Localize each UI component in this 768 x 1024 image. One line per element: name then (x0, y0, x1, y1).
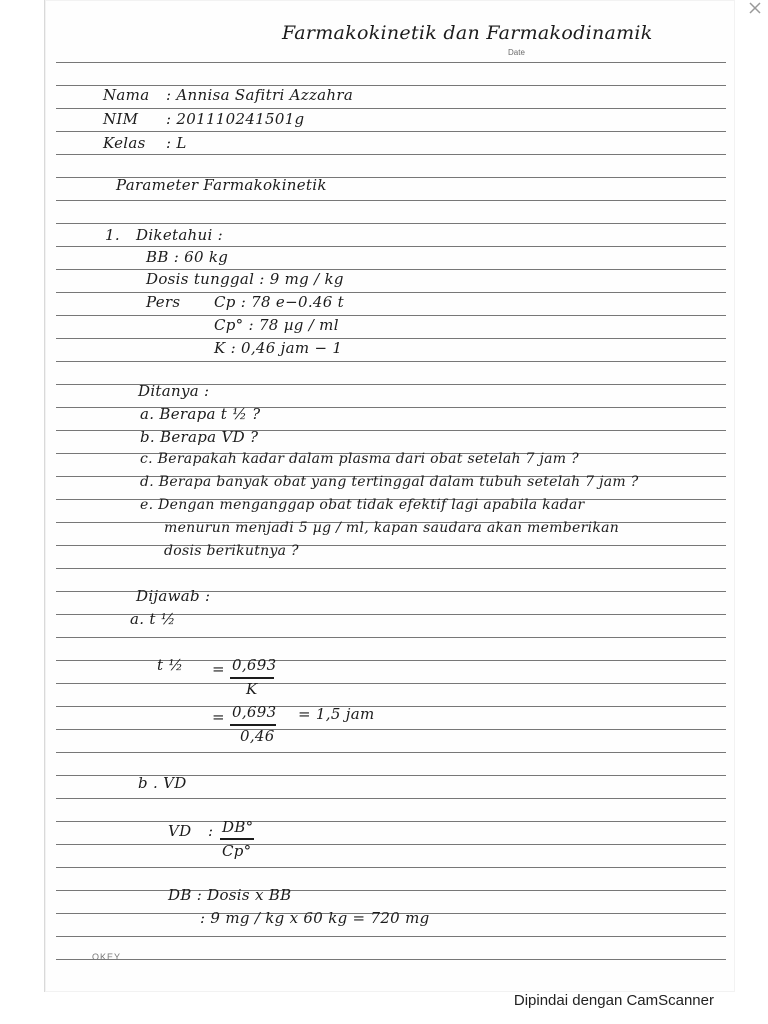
scanner-watermark: Dipindai dengan CamScanner (513, 992, 714, 1009)
question-c: c. Berapakah kadar dalam plasma dari obat setelah 7 jam ? (140, 451, 579, 467)
ruled-line (56, 844, 726, 845)
ruled-line (56, 706, 726, 707)
ruled-line (56, 131, 726, 132)
k-line: K : 0,46 jam − 1 (214, 339, 343, 357)
ruled-line (56, 798, 726, 799)
ruled-line (56, 545, 726, 546)
db-calculation: : 9 mg / kg x 60 kg = 720 mg (200, 909, 430, 927)
bb-line: BB : 60 kg (146, 248, 229, 266)
kelas-value: : L (166, 134, 187, 152)
question-d: d. Berapa banyak obat yang tertinggal dalam tubuh setelah 7 jam ? (140, 474, 639, 490)
ruled-line (56, 959, 726, 960)
corner-mark-icon (748, 0, 762, 14)
t-half-result: = 1,5 jam (298, 705, 375, 723)
equals-sign: = (212, 660, 225, 678)
ruled-line (56, 821, 726, 822)
section-title: Parameter Farmakokinetik (116, 176, 327, 194)
nim-value: : 201110241501g (166, 110, 305, 128)
vd-lhs: VD (168, 822, 192, 840)
t-half-lhs: t ½ (157, 656, 184, 674)
notebook-brand: OKEY (92, 952, 122, 962)
vd-colon: : (208, 822, 214, 840)
vd-denominator: Cp° (222, 842, 252, 860)
page-title: Farmakokinetik dan Farmakodinamik (282, 22, 653, 44)
ruled-line (56, 752, 726, 753)
ruled-line (56, 683, 726, 684)
answer-a-label: a. t ½ (130, 610, 176, 628)
ruled-line (56, 154, 726, 155)
ruled-line (56, 637, 726, 638)
ruled-line (56, 315, 726, 316)
question-e-line3: dosis berikutnya ? (164, 543, 299, 559)
ruled-line (56, 223, 726, 224)
cp-line: Cp : 78 e−0.46 t (214, 293, 344, 311)
dijawab-heading: Dijawab : (136, 587, 211, 605)
db-line: DB : Dosis x BB (168, 886, 292, 904)
cp0-line: Cp° : 78 µg / ml (214, 316, 339, 334)
kelas-label: Kelas (103, 134, 146, 152)
ruled-line (56, 568, 726, 569)
question-e: e. Dengan menganggap obat tidak efektif lagi apabila kadar (140, 497, 585, 513)
ruled-line (56, 62, 726, 63)
question-b: b. Berapa VD ? (140, 428, 259, 446)
fraction-numerator: 0,693 (232, 656, 277, 674)
ruled-line (56, 338, 726, 339)
ruled-line (56, 85, 726, 86)
nama-value: : Annisa Safitri Azzahra (166, 86, 354, 104)
ruled-line (56, 246, 726, 247)
vd-numerator: DB° (222, 818, 254, 836)
fraction-denominator-2: 0,46 (240, 727, 275, 745)
ruled-line (56, 108, 726, 109)
fraction-denominator: K (246, 680, 258, 698)
fraction-bar (230, 677, 274, 679)
answer-b-label: b . VD (138, 774, 187, 792)
ruled-line (56, 200, 726, 201)
problem-number: 1. (105, 226, 120, 244)
nama-label: Nama (103, 86, 150, 104)
fraction-bar-2 (230, 724, 276, 726)
ditanya-heading: Ditanya : (138, 382, 210, 400)
dosis-line: Dosis tunggal : 9 mg / kg (146, 270, 344, 288)
equals-sign-2: = (212, 708, 225, 726)
ruled-line (56, 936, 726, 937)
vd-fraction-bar (220, 838, 254, 840)
ruled-line (56, 361, 726, 362)
question-a: a. Berapa t ½ ? (140, 405, 261, 423)
date-label: Date (508, 48, 525, 57)
fraction-numerator-2: 0,693 (232, 703, 277, 721)
nim-label: NIM (103, 110, 139, 128)
pers-label: Pers (146, 293, 181, 311)
ruled-line (56, 890, 726, 891)
ruled-line (56, 867, 726, 868)
ruled-line (56, 729, 726, 730)
question-e-line2: menurun menjadi 5 µg / ml, kapan saudara akan memberikan (164, 520, 620, 536)
diketahui-heading: Diketahui : (136, 226, 224, 244)
